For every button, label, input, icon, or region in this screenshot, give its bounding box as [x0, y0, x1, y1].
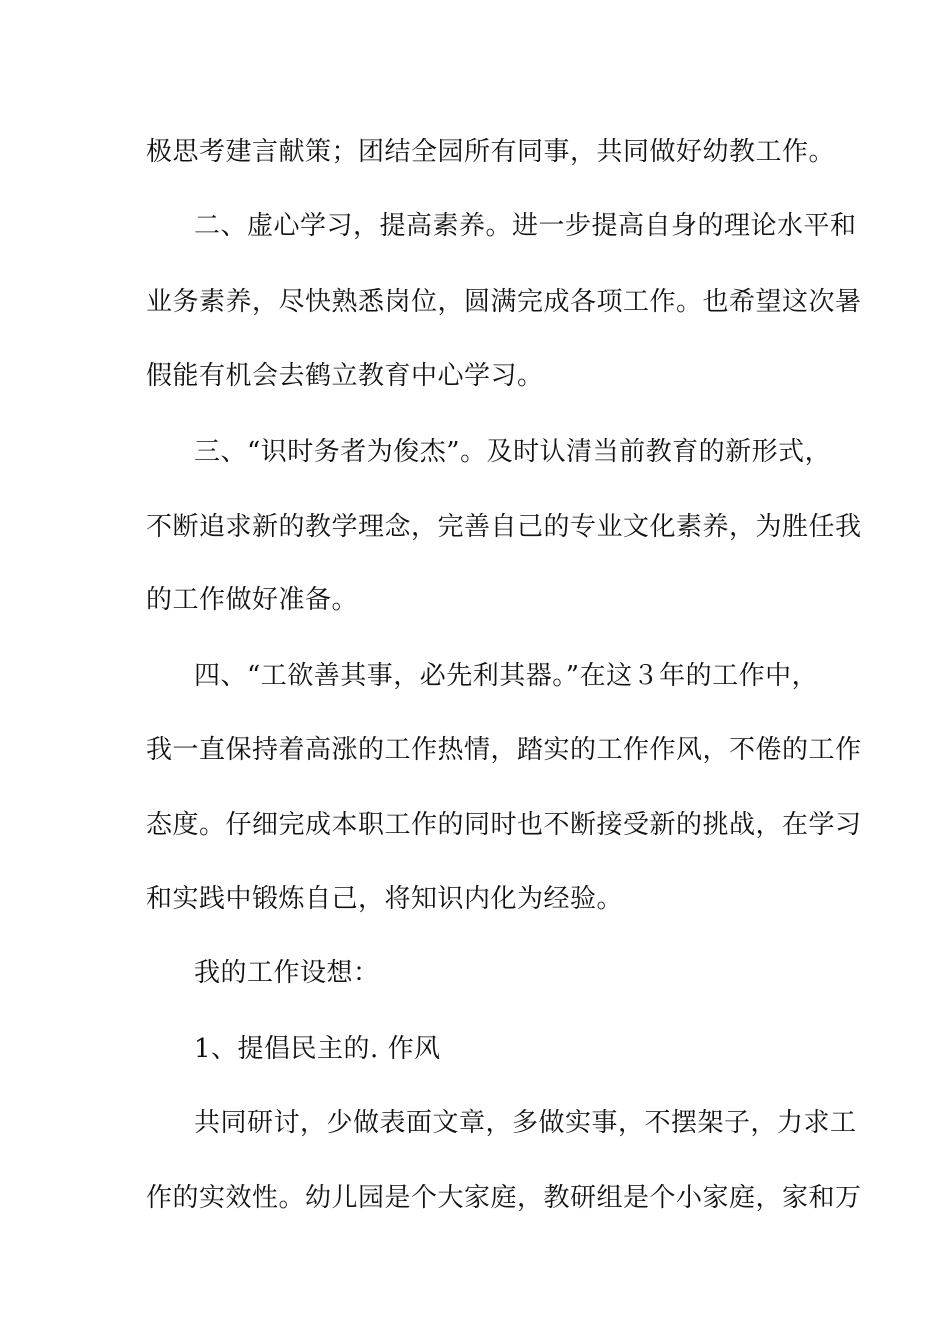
text-line: 1、提倡民主的. 作风: [194, 1034, 441, 1064]
text-line: 我的工作设想：: [194, 958, 380, 988]
text-line: 和实践中锻炼自己，将知识内化为经验。: [146, 884, 624, 914]
text-line: 不断追求新的教学理念，完善自己的专业文化素养，为胜任我: [146, 512, 862, 542]
text-line: 业务素养，尽快熟悉岗位，圆满完成各项工作。也希望这次暑: [146, 287, 862, 317]
text-line: 态度。仔细完成本职工作的同时也不断接受新的挑战，在学习: [146, 810, 862, 840]
text-line: 极思考建言献策；团结全园所有同事，共同做好幼教工作。: [146, 137, 836, 167]
text-line: 的工作做好准备。: [146, 585, 359, 615]
text-line: 四、“工欲善其事，必先利其器。”在这３年的工作中，: [194, 661, 819, 691]
text-line: 二、虚心学习，提高素养。进一步提高自身的理论水平和: [194, 211, 857, 241]
text-line: 我一直保持着高涨的工作热情，踏实的工作作风，不倦的工作: [146, 735, 862, 765]
text-line: 假能有机会去鹤立教育中心学习。: [146, 361, 544, 391]
text-line: 三、“识时务者为俊杰”。及时认清当前教育的新形式，: [194, 437, 832, 467]
text-line: 作的实效性。幼儿园是个大家庭，教研组是个小家庭，家和万: [146, 1183, 862, 1213]
text-line: 共同研讨，少做表面文章，多做实事，不摆架子，力求工: [194, 1108, 857, 1138]
